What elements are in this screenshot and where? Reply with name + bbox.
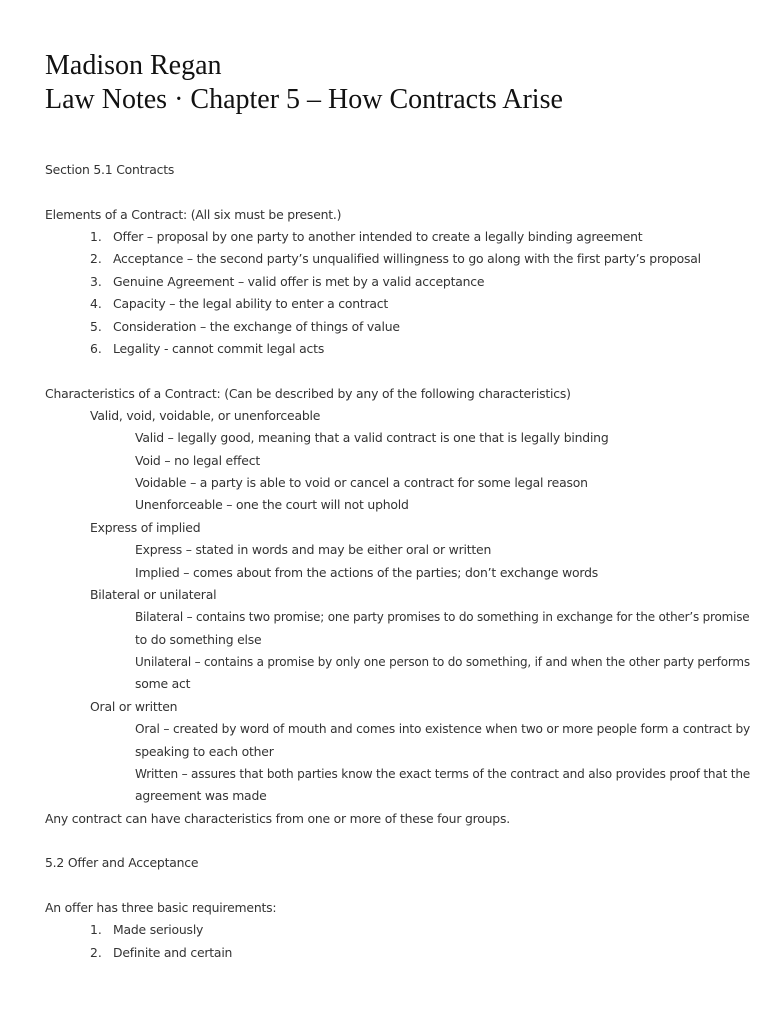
characteristics-summary: Any contract can have characteristics from one or more of these four groups. — [45, 811, 510, 826]
list-item-number: 5. — [90, 319, 102, 334]
section-heading: 5.2 Offer and Acceptance — [45, 855, 199, 870]
author-name: Madison Regan — [45, 50, 222, 81]
group-line: Voidable – a party is able to void or cancel a contract for some legal reason — [135, 475, 588, 490]
list-item: Legality - cannot commit legal acts — [113, 341, 325, 356]
list-item: Made seriously — [113, 922, 204, 937]
group-line: Valid – legally good, meaning that a valid contract is one that is legally binding — [135, 430, 609, 445]
group-line: Void – no legal effect — [135, 453, 260, 468]
list-item: Consideration – the exchange of things of value — [113, 319, 400, 334]
group-line: some act — [135, 676, 191, 691]
group-line: Implied – comes about from the actions of the parties; don’t exchange words — [135, 565, 598, 580]
group-line: Bilateral – contains two promise; one party promises to do something in exchange for the other’s promise — [135, 609, 750, 624]
group-label: Valid, void, voidable, or unenforceable — [90, 408, 321, 423]
document-title: Law Notes · Chapter 5 – How Contracts Arise — [45, 84, 563, 115]
group-label: Oral or written — [90, 699, 178, 714]
list-item: Definite and certain — [113, 945, 233, 960]
section-heading: Section 5.1 Contracts — [45, 162, 175, 177]
group-line: agreement was made — [135, 788, 267, 803]
list-item-number: 6. — [90, 341, 102, 356]
group-line: to do something else — [135, 632, 262, 647]
group-label: Express of implied — [90, 520, 201, 535]
group-line: Unilateral – contains a promise by only one person to do something, if and when the other party performs — [135, 654, 750, 669]
list-item: Genuine Agreement – valid offer is met by a valid acceptance — [113, 274, 485, 289]
offer-heading: An offer has three basic requirements: — [45, 900, 277, 915]
list-item-number: 3. — [90, 274, 102, 289]
list-item-number: 1. — [90, 922, 102, 937]
group-line: Oral – created by word of mouth and comes into existence when two or more people form a contract by — [135, 721, 751, 736]
list-item-number: 2. — [90, 251, 102, 266]
characteristics-heading: Characteristics of a Contract: (Can be described by any of the following characteristics) — [45, 386, 571, 401]
list-item-number: 2. — [90, 945, 102, 960]
group-line: speaking to each other — [135, 744, 274, 759]
elements-heading: Elements of a Contract: (All six must be present.) — [45, 207, 342, 222]
list-item-number: 1. — [90, 229, 102, 244]
group-line: Express – stated in words and may be either oral or written — [135, 542, 492, 557]
group-line: Written – assures that both parties know the exact terms of the contract and also provides proof that the — [135, 766, 751, 781]
group-line: Unenforceable – one the court will not uphold — [135, 497, 409, 512]
list-item-number: 4. — [90, 296, 102, 311]
list-item: Offer – proposal by one party to another intended to create a legally binding agreement — [113, 229, 643, 244]
list-item: Capacity – the legal ability to enter a contract — [113, 296, 389, 311]
group-label: Bilateral or unilateral — [90, 587, 217, 602]
list-item: Acceptance – the second party’s unqualified willingness to go along with the first party’s proposal — [113, 251, 701, 266]
